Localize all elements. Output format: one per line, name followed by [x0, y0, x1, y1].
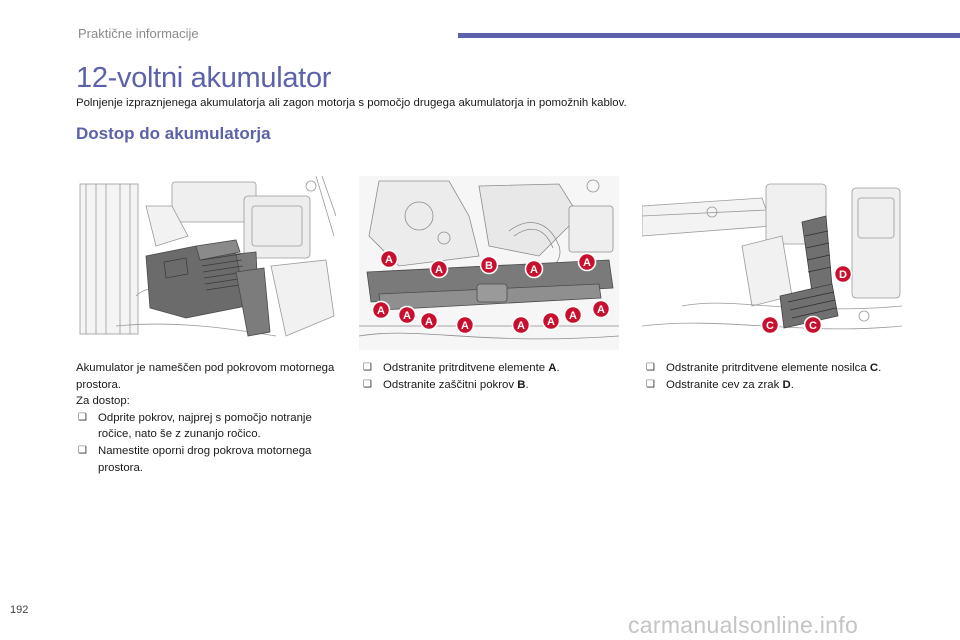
checkbox-bullet-icon: ❑ — [78, 444, 87, 456]
marker-c-label: C — [809, 320, 817, 332]
checkbox-bullet-icon: ❑ — [363, 362, 372, 373]
list-item — [76, 443, 341, 476]
page-subtitle: Polnjenje izpraznjenega akumulatorja ali zagon motorja s pomočjo drugega akumulatorja in pomožnih kablov. — [76, 97, 627, 109]
list-item — [361, 377, 623, 394]
period: . — [525, 378, 529, 391]
marker-a-label: A — [385, 254, 393, 266]
section-label: Praktične informacije — [78, 26, 199, 41]
checkbox-bullet-icon: ❑ — [78, 411, 87, 423]
marker-a-label: A — [435, 264, 443, 276]
cover-steps-column — [361, 360, 623, 393]
page-number: 192 — [10, 604, 29, 616]
bullet-text: Odstranite pritrditvene elemente nosilca — [666, 362, 870, 374]
intro-text-column — [76, 360, 341, 476]
marker-b-label: B — [485, 260, 493, 272]
reference-letter: A — [548, 362, 557, 374]
air-duct-figure — [642, 176, 902, 350]
checkbox-bullet-icon: ❑ — [646, 378, 655, 390]
marker-a-label: A — [425, 316, 433, 328]
marker-a-label: A — [517, 320, 525, 332]
marker-a-label: A — [547, 316, 555, 328]
bullet-text: Odprite pokrov, najprej s pomočjo notranje ročice, nato še z zunanjo ročico. — [98, 411, 312, 441]
battery-location-figure — [76, 176, 336, 350]
watermark: carmanualsonline.info — [628, 612, 859, 638]
marker-a-label: A — [403, 310, 411, 322]
bullet-text: Odstranite cev za zrak — [666, 378, 783, 391]
period: . — [790, 378, 794, 391]
checkbox-bullet-icon: ❑ — [646, 362, 655, 373]
marker-a-label: A — [569, 310, 577, 322]
marker-c-label: C — [766, 320, 774, 332]
bullet-text: Odstranite pritrditvene elemente — [383, 362, 549, 374]
bullet-text: Namestite oporni drog pokrova motornega prostora. — [98, 444, 312, 474]
section-heading: Dostop do akumulatorja — [76, 124, 271, 143]
marker-d-label: D — [839, 269, 847, 281]
marker-a-label: A — [377, 305, 385, 317]
duct-steps-column — [644, 360, 924, 393]
access-label: Za dostop: — [76, 395, 130, 408]
marker-a-label: A — [461, 320, 469, 332]
list-item — [361, 360, 623, 377]
header-bar — [458, 33, 960, 38]
list-item — [76, 410, 341, 443]
intro-paragraph: Akumulator je nameščen pod pokrovom motornega prostora. — [76, 362, 335, 391]
list-item — [644, 360, 924, 377]
marker-a-label: A — [597, 304, 605, 316]
marker-a-label: A — [530, 264, 538, 276]
reference-letter: B — [517, 378, 526, 391]
bullet-text: Odstranite zaščitni pokrov — [383, 378, 518, 391]
list-item — [644, 377, 924, 394]
page-title: 12-voltni akumulator — [76, 62, 332, 94]
period: . — [556, 362, 560, 374]
engine-cover-figure — [359, 176, 619, 350]
marker-a-label: A — [583, 257, 591, 269]
period: . — [878, 362, 882, 374]
reference-letter: C — [869, 362, 879, 374]
checkbox-bullet-icon: ❑ — [363, 378, 372, 390]
reference-letter: D — [782, 378, 791, 391]
